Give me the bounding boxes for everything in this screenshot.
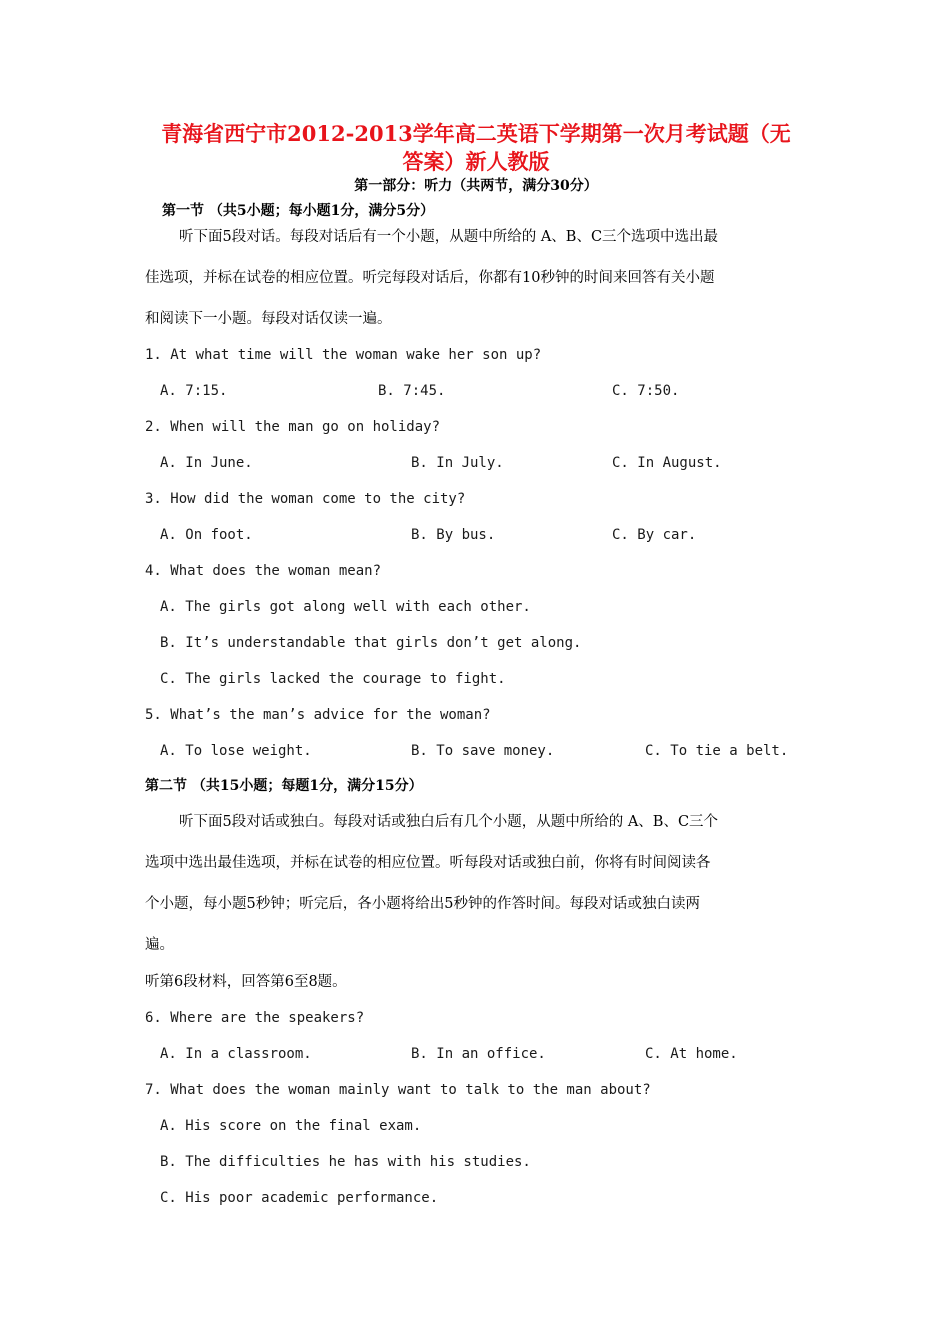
question-3-option-b: B. By bus. — [411, 527, 496, 543]
question-4-option-b: B. It’s understandable that girls don’t get along. — [160, 635, 582, 651]
question-6-option-c: C. At home. — [645, 1046, 738, 1062]
question-5-option-b: B. To save money. — [411, 743, 555, 759]
section2-instruction-line: 听下面5段对话或独白。每段对话或独白后有几个小题，从题中所给的 A、B、C三个 — [179, 814, 719, 830]
question-4-option-c: C. The girls lacked the courage to fight. — [160, 671, 506, 687]
section2-instruction-line: 个小题，每小题5秒钟；听完后，各小题将给出5秒钟的作答时间。每段对话或独白读两 — [145, 896, 700, 912]
question-5-option-a: A. To lose weight. — [160, 743, 312, 759]
question-3-option-c: C. By car. — [612, 527, 697, 543]
question-7-option-a: A. His score on the final exam. — [160, 1118, 422, 1134]
question-5-option-c: C. To tie a belt. — [645, 743, 789, 759]
title-line-2: 答案）新人教版 — [402, 149, 550, 174]
question-2: 2. When will the man go on holiday? — [145, 419, 441, 435]
section1-heading: 第一节 （共5小题；每小题1分，满分5分） — [162, 203, 435, 219]
document-title — [145, 120, 807, 176]
question-1: 1. At what time will the woman wake her son up? — [145, 347, 542, 363]
material-note: 听第6段材料，回答第6至8题。 — [145, 974, 347, 990]
question-7-option-c: C. His poor academic performance. — [160, 1190, 439, 1206]
question-2-option-a: A. In June. — [160, 455, 253, 471]
section1-instruction-line: 听下面5段对话。每段对话后有一个小题，从题中所给的 A、B、C三个选项中选出最 — [179, 229, 719, 245]
section1-instruction-line: 和阅读下一小题。每段对话仅读一遍。 — [145, 311, 392, 327]
section1-instruction-line: 佳选项，并标在试卷的相应位置。听完每段对话后，你都有10秒钟的时间来回答有关小题 — [145, 270, 715, 286]
section2-instruction-line: 遍。 — [145, 937, 174, 953]
question-7: 7. What does the woman mainly want to talk to the man about? — [145, 1082, 651, 1098]
part1-heading: 第一部分：听力（共两节，满分30分） — [354, 178, 598, 194]
question-3-option-a: A. On foot. — [160, 527, 253, 543]
title-line-1: 青海省西宁市2012-2013学年高二英语下学期第一次月考试题（无 — [161, 121, 791, 146]
section2-heading: 第二节 （共15小题；每题1分，满分15分） — [145, 778, 423, 794]
question-5: 5. What’s the man’s advice for the woman? — [145, 707, 491, 723]
question-6-option-b: B. In an office. — [411, 1046, 546, 1062]
question-2-option-b: B. In July. — [411, 455, 504, 471]
question-1-option-b: B. 7:45. — [378, 383, 446, 399]
question-1-option-a: A. 7:15. — [160, 383, 228, 399]
question-4: 4. What does the woman mean? — [145, 563, 382, 579]
question-7-option-b: B. The difficulties he has with his studies. — [160, 1154, 531, 1170]
question-3: 3. How did the woman come to the city? — [145, 491, 466, 507]
question-6-option-a: A. In a classroom. — [160, 1046, 312, 1062]
question-1-option-c: C. 7:50. — [612, 383, 680, 399]
section2-instruction-line: 选项中选出最佳选项，并标在试卷的相应位置。听每段对话或独白前，你将有时间阅读各 — [145, 855, 711, 871]
question-4-option-a: A. The girls got along well with each other. — [160, 599, 531, 615]
question-2-option-c: C. In August. — [612, 455, 722, 471]
question-6: 6. Where are the speakers? — [145, 1010, 365, 1026]
